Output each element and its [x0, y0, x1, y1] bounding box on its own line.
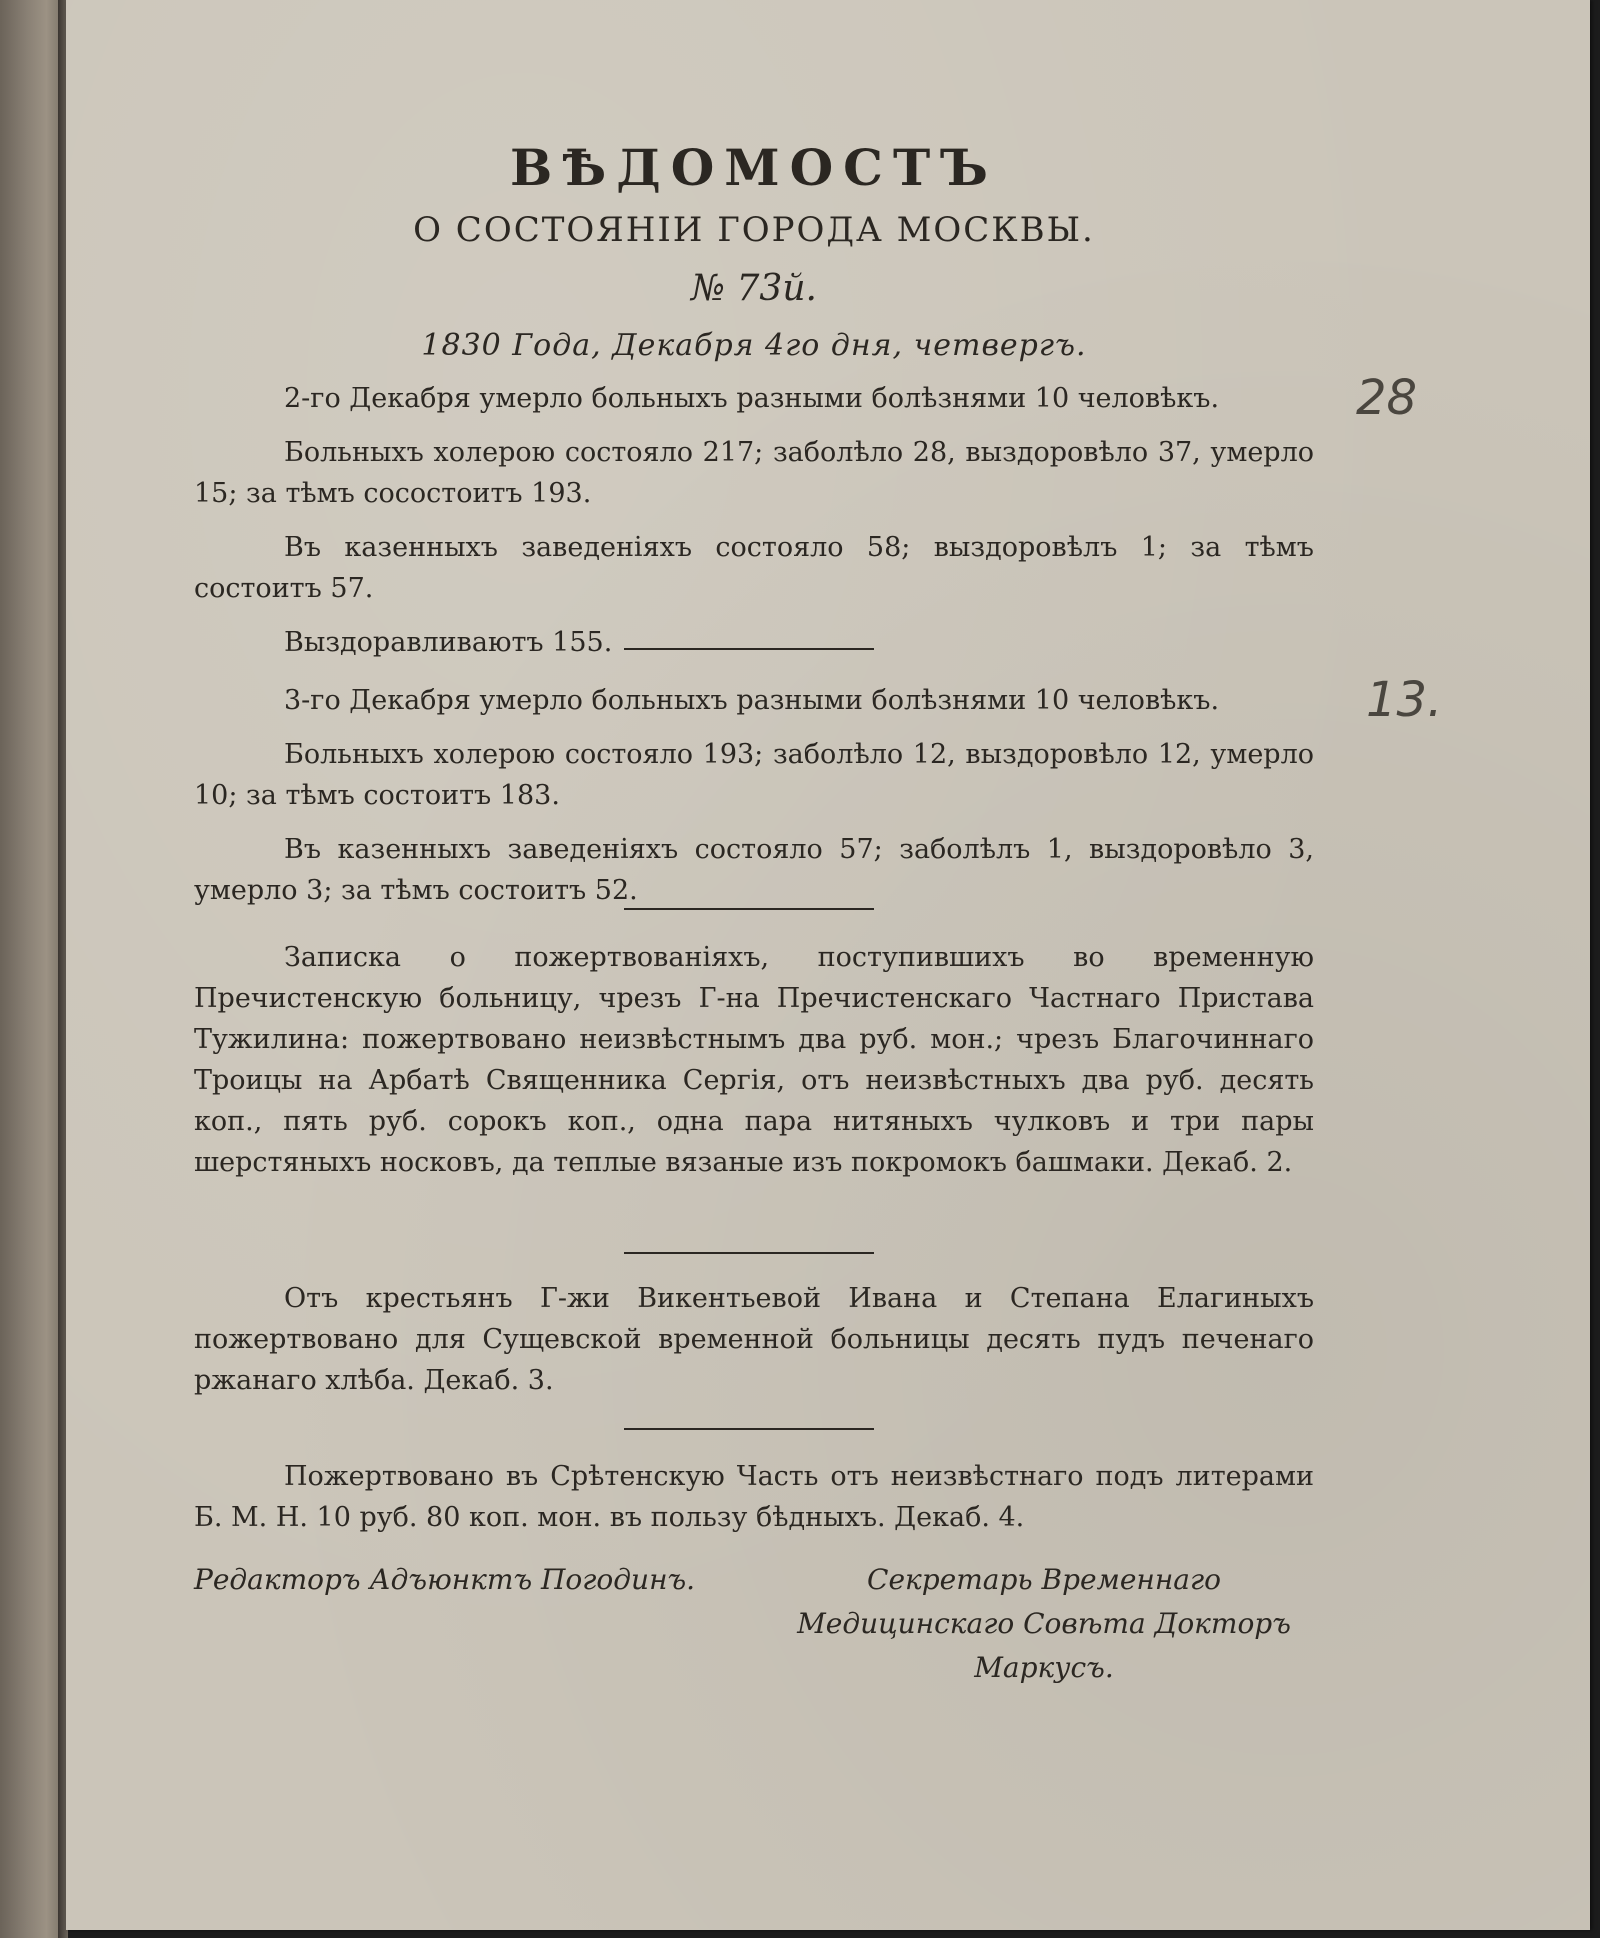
secretary-signature: Секретарь Временнаго Медицинскаго Совѣта Докторъ Маркусъ. [797, 1563, 1291, 1684]
section-donations-sushchevskaya [194, 1278, 1314, 1414]
paragraph: 2-го Декабря умерло больныхъ разными болѣзнями 10 человѣкъ. [284, 383, 1220, 414]
paragraph: Въ казенныхъ заведеніяхъ состояло 57; заболѣлъ 1, выздоровѣло 3, умерло 3; за тѣмъ состоитъ 52. [194, 834, 1314, 906]
margin-note: 13. [1366, 672, 1443, 728]
section-divider [624, 1252, 874, 1254]
paragraph: Выздоравливаютъ 155. [284, 627, 613, 658]
paragraph: Больныхъ холерою состояло 217; заболѣло 28, выздоровѣло 37, умерло 15; за тѣмъ сосостоитъ 193. [194, 437, 1314, 509]
document-subtitle: О СОСТОЯНІИ ГОРОДА МОСКВЫ. [413, 210, 1095, 250]
paragraph: Записка о пожертвованіяхъ, поступившихъ во временную Пречистенскую больницу, чрезъ Г-на Пречистенскаго Частнаго Пристава Тужилина: пожертвовано неизвѣстнымъ два руб. мон.; чрезъ Благочиннаго Троицы на Арбатѣ Священника Сергія, отъ неизвѣстныхъ два руб. десять коп., пять руб. сорокъ коп., одна пара нитяныхъ чулковъ и три пары шерстяныхъ носковъ, да теплые вязаные изъ покромокъ башмаки. Декаб. 2. [194, 942, 1314, 1178]
section-divider [624, 908, 874, 910]
section-donations-sretenskaya [194, 1456, 1314, 1551]
section-donations-prechistenskaya [194, 937, 1314, 1196]
paragraph: Пожертвовано въ Срѣтенскую Часть отъ неизвѣстнаго подъ литерами Б. М. Н. 10 руб. 80 коп. мон. въ пользу бѣдныхъ. Декаб. 4. [194, 1461, 1314, 1533]
document-page [66, 0, 1590, 1930]
editor-signature: Редакторъ Адъюнктъ Погодинъ. [194, 1563, 696, 1596]
paragraph: Отъ крестьянъ Г-жи Викентьевой Ивана и Степана Елагиныхъ пожертвовано для Сущевской временной больницы десять пудъ печенаго ржанаго хлѣба. Декаб. 3. [194, 1283, 1314, 1396]
paragraph: Въ казенныхъ заведеніяхъ состояло 58; выздоровѣлъ 1; за тѣмъ состоитъ 57. [194, 532, 1314, 604]
paragraph: 3-го Декабря умерло больныхъ разными болѣзнями 10 человѣкъ. [284, 685, 1220, 716]
dateline: 1830 Года, Декабря 4го дня, четвергъ. [421, 328, 1087, 363]
document-title: ВѢДОМОСТЪ [509, 138, 999, 197]
section-divider [624, 1428, 874, 1430]
section-divider [624, 648, 874, 650]
section-december-2 [194, 378, 1314, 676]
section-december-3 [194, 680, 1314, 924]
issue-number: № 73й. [691, 268, 817, 309]
paragraph: Больныхъ холерою состояло 193; заболѣло 12, выздоровѣло 12, умерло 10; за тѣмъ состоитъ 183. [194, 739, 1314, 811]
margin-note: 28 [1356, 370, 1418, 426]
book-spine [0, 0, 62, 1938]
